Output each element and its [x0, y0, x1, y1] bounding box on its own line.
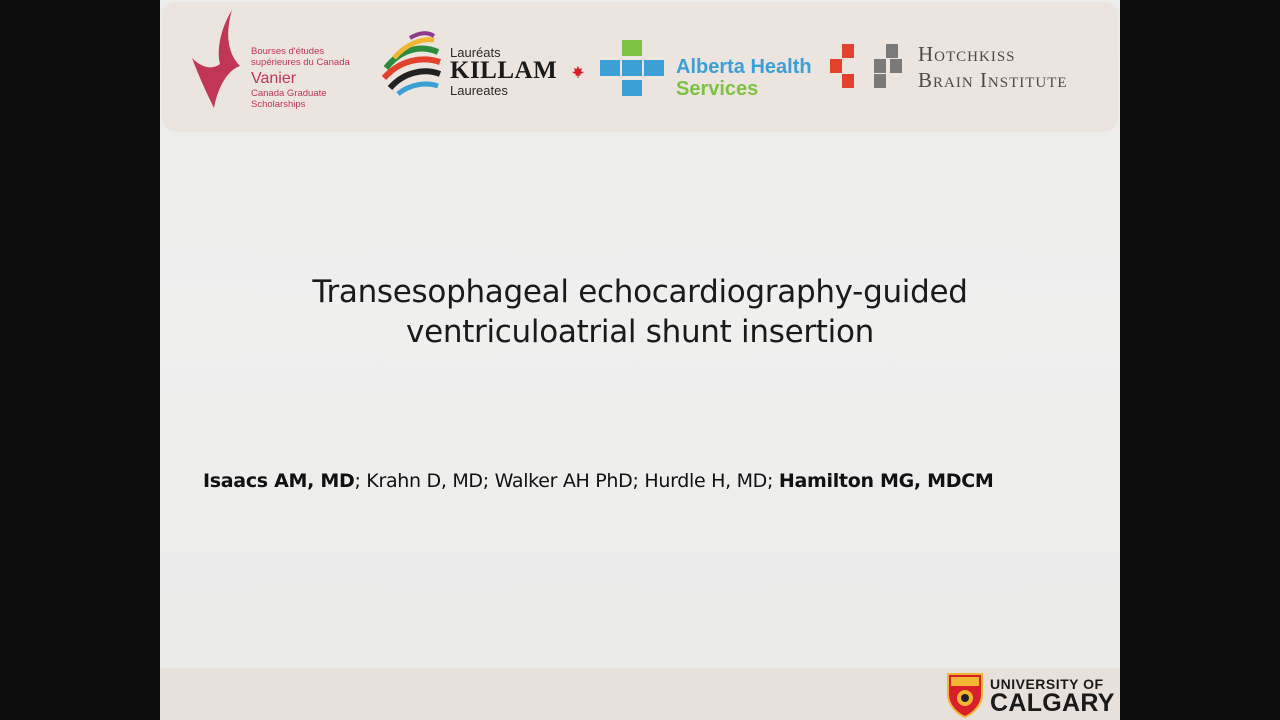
author-first: Isaacs AM, MD — [203, 470, 355, 492]
killam-bottom-text: Laureates — [450, 83, 508, 98]
slide-title-line2: ventriculoatrial shunt insertion — [406, 314, 874, 350]
hotchkiss-text-line2: Brain Institute — [918, 68, 1068, 92]
alberta-health-services-logo — [600, 40, 820, 104]
hotchkiss-text-line1: Hotchkiss — [918, 42, 1016, 66]
slide-title — [160, 272, 1120, 352]
sponsor-logo-band — [162, 2, 1118, 132]
hotchkiss-cross-icon — [830, 44, 906, 92]
ahs-text-line1: Alberta Health — [676, 56, 812, 78]
university-of-calgary-logo — [946, 672, 1118, 718]
left-letterbox — [0, 0, 160, 720]
vanier-text-en-2: Scholarships — [251, 99, 306, 110]
killam-globe-icon — [380, 30, 446, 100]
ucalgary-text-line2: CALGARY — [990, 689, 1115, 717]
maple-leaf-icon — [572, 66, 584, 78]
ahs-cross-icon — [600, 40, 664, 98]
killam-main-text: KILLAM — [450, 57, 558, 84]
vanier-text-en-1: Canada Graduate — [251, 88, 327, 99]
killam-logo — [380, 30, 590, 102]
ahs-text-line2: Services — [676, 78, 759, 100]
right-letterbox — [1120, 0, 1280, 720]
hotchkiss-brain-institute-logo — [830, 40, 1115, 100]
vanier-swoosh-icon — [188, 8, 248, 113]
vanier-name: Vanier — [251, 70, 297, 87]
ucalgary-text-line1: UNIVERSITY OF — [990, 676, 1104, 692]
slide-title-line1: Transesophageal echocardiography-guided — [312, 274, 968, 310]
author-last: Hamilton MG, MDCM — [778, 470, 994, 492]
vanier-logo — [188, 8, 358, 118]
presentation-slide — [160, 0, 1120, 720]
vanier-text-fr-2: supérieures du Canada — [251, 57, 350, 68]
killam-top-text: Lauréats — [450, 45, 501, 60]
author-middle: ; Krahn D, MD; Walker AH PhD; Hurdle H, MD; — [354, 470, 779, 492]
author-list — [203, 470, 993, 492]
ucalgary-crest-icon — [946, 672, 984, 718]
vanier-text-fr-1: Bourses d'études — [251, 46, 325, 57]
